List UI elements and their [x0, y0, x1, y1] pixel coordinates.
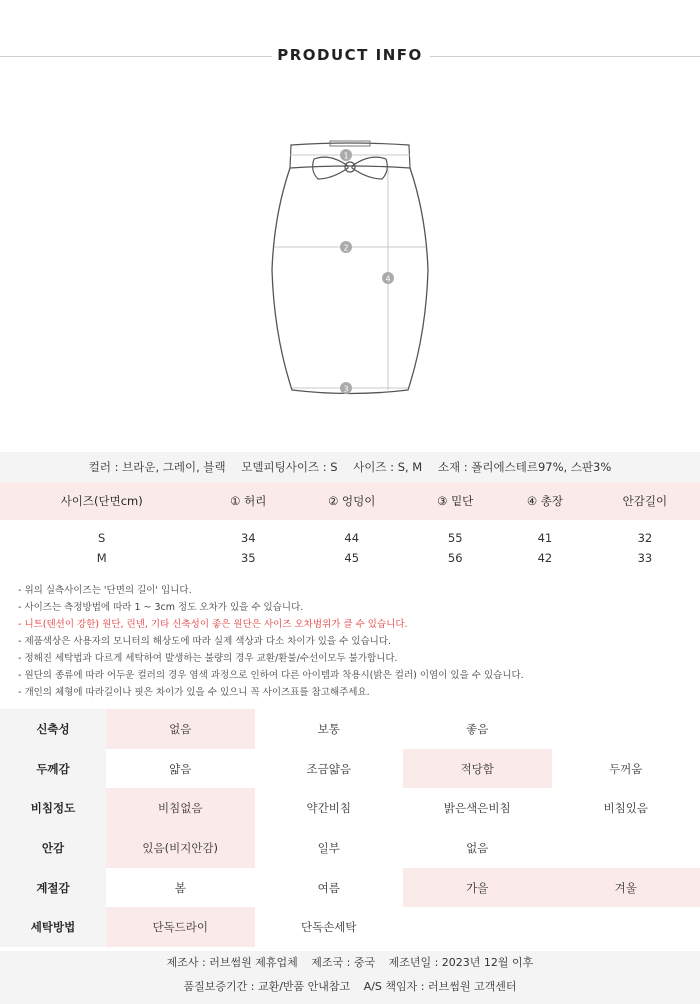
size-cell: 44	[344, 531, 360, 545]
feature-option	[552, 828, 700, 868]
feature-option: 일부	[317, 840, 340, 855]
model-size-info: 모델피팅사이즈 : S	[241, 460, 338, 474]
feature-label: 비침정도	[0, 788, 106, 828]
feature-label: 두께감	[0, 749, 106, 789]
feature-row	[0, 709, 700, 749]
note-line: - 정해진 세탁법과 다르게 세탁하여 발생하는 불량의 경우 교환/환불/수선이모두 불가합니다.	[18, 653, 398, 664]
footer-row	[0, 975, 700, 999]
feature-option: 비침없음	[106, 788, 255, 828]
size-cell: 33	[637, 551, 653, 565]
note-line-warning: - 니트(텐션이 강한) 원단, 린넨, 기타 신축성이 좋은 원단은 사이즈 오차범위가 클 수 있습니다.	[18, 619, 408, 630]
feature-option: 두꺼움	[609, 761, 643, 776]
size-header-cell: 안감길이	[590, 482, 700, 520]
product-info-header	[0, 40, 700, 74]
size-table-header	[0, 482, 700, 520]
feature-option: 얇음	[169, 761, 192, 776]
size-header-cell: ③ 밑단	[410, 482, 500, 520]
svg-text:2: 2	[343, 243, 349, 253]
feature-option: 있음(비지안감)	[106, 828, 255, 868]
note-line: - 개인의 체형에 따라길이나 핏은 차이가 있을 수 있으니 꼭 사이즈표를 참고해주세요.	[18, 687, 370, 698]
date-info: 제조년일 : 2023년 12월 이후	[388, 956, 534, 969]
skirt-illustration	[260, 135, 440, 420]
size-table	[0, 482, 700, 568]
as-info: A/S 책임자 : 러브썸원 고객센터	[363, 980, 517, 993]
svg-text:4: 4	[385, 274, 391, 284]
size-cell: 42	[537, 551, 553, 565]
feature-option: 적당함	[403, 749, 552, 789]
feature-option: 좋음	[466, 721, 489, 736]
marker-1	[340, 149, 352, 161]
footer-row	[0, 951, 700, 975]
feature-row	[0, 788, 700, 828]
svg-text:3: 3	[343, 384, 349, 394]
color-info: 컬러 : 브라운, 그레이, 블랙	[88, 460, 226, 474]
marker-2	[340, 241, 352, 253]
feature-option: 약간비침	[306, 801, 351, 816]
feature-label: 계절감	[0, 868, 106, 908]
maker-info: 제조사 : 러브썸원 제휴업체	[166, 956, 298, 969]
material-info: 소재 : 폴리에스테르97%, 스판3%	[437, 460, 612, 474]
feature-table	[0, 709, 700, 947]
feature-row	[0, 828, 700, 868]
note-line: - 위의 실측사이즈는 '단면의 길이' 입니다.	[18, 585, 192, 596]
country-info: 제조국 : 중국	[311, 956, 376, 969]
svg-text:1: 1	[343, 151, 349, 161]
note-line: - 제품색상은 사용자의 모니터의 해상도에 따라 실제 색상과 다소 차이가 있을 수 있습니다.	[18, 636, 392, 647]
feature-label: 안감	[0, 828, 106, 868]
feature-option	[403, 907, 552, 947]
feature-option: 봄	[174, 880, 186, 895]
product-summary-bar	[0, 452, 700, 482]
section-title: PRODUCT INFO	[277, 46, 423, 64]
feature-option: 단독드라이	[106, 907, 255, 947]
size-cell: S	[98, 531, 106, 545]
feature-option	[552, 907, 700, 947]
size-cell: 34	[240, 531, 256, 545]
size-cell: 41	[537, 531, 553, 545]
size-cell: 56	[447, 551, 463, 565]
feature-row	[0, 868, 700, 908]
feature-option: 조금얇음	[306, 761, 351, 776]
feature-row	[0, 907, 700, 947]
size-cell: M	[96, 551, 107, 565]
feature-option	[552, 709, 700, 749]
feature-label: 신축성	[0, 709, 106, 749]
table-row	[0, 548, 700, 568]
note-line: - 사이즈는 측정방법에 따라 1 ~ 3cm 정도 오차가 있을 수 있습니다.	[18, 602, 304, 613]
note-line: - 원단의 종류에 따라 어두운 컬러의 경우 염색 과정으로 인하여 다른 아이템과 착용시(밝은 컬러) 이염이 있을 수 있습니다.	[18, 670, 524, 681]
feature-option: 없음	[466, 840, 489, 855]
marker-4	[382, 272, 394, 284]
feature-option: 겨울	[552, 868, 700, 908]
feature-option: 여름	[317, 880, 340, 895]
feature-option: 없음	[106, 709, 255, 749]
size-cell: 55	[447, 531, 463, 545]
size-header-cell: ② 엉덩이	[293, 482, 410, 520]
table-row	[0, 520, 700, 548]
feature-option: 밝은색은비침	[443, 801, 511, 816]
marker-3	[340, 382, 352, 394]
feature-option: 비침있음	[603, 801, 648, 816]
size-cell: 45	[344, 551, 360, 565]
size-cell: 32	[637, 531, 653, 545]
divider-right	[430, 56, 700, 57]
feature-row	[0, 749, 700, 789]
warranty-info: 품질보증기간 : 교환/반품 안내참고	[183, 980, 351, 993]
size-header-cell: 사이즈(단면cm)	[0, 482, 203, 520]
size-header-cell: ④ 총장	[500, 482, 590, 520]
size-info: 사이즈 : S, M	[353, 460, 423, 474]
feature-option: 보통	[317, 721, 340, 736]
size-cell: 35	[240, 551, 256, 565]
feature-option: 가을	[403, 868, 552, 908]
feature-label: 세탁방법	[0, 907, 106, 947]
feature-option: 단독손세탁	[300, 920, 357, 935]
product-legal-info	[0, 951, 700, 1004]
size-header-cell: ① 허리	[203, 482, 293, 520]
size-notes	[18, 582, 688, 701]
